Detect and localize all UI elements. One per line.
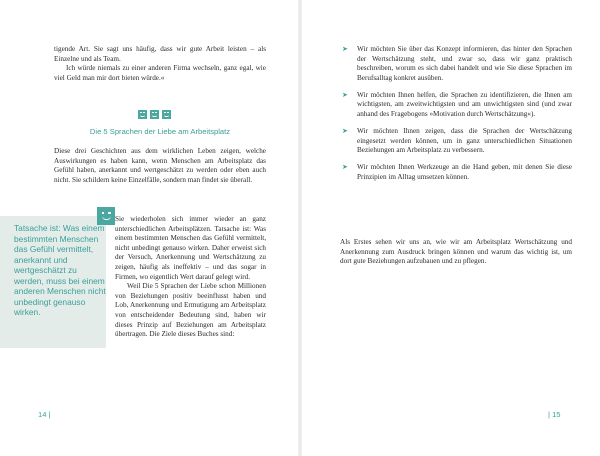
paragraph: tigende Art. Sie sagt uns häufig, dass wir gute Arbeit leisten – als Einzelne und als Team. [54, 45, 266, 63]
list-item [340, 91, 572, 120]
paragraph: Weil Die 5 Sprachen der Liebe schon Millionen von Beziehungen positiv beeinflusst haben und Lob, Anerkennung und Ermutigung am Arbeitsplatz von entscheidender Bedeutung sind, haben wir dieses Prinzip auf Beziehungen am Arbeitsplatz übertragen. Die Ziele dieses Buches sind: [115, 282, 266, 339]
paragraph: Ich würde niemals zu einer anderen Firma wechseln, ganz egal, wie viel Geld man mir dort bieten würde.« [54, 64, 266, 82]
page-number-left: 14 | [38, 410, 51, 419]
callout-text: Tatsache ist: Was einem bestimmten Menschen das Gefühl vermittelt, anerkannt und wertgeschätzt zu werden, muss bei einem anderen Menschen nicht unbedingt genauso wirken. [14, 223, 106, 317]
column-text [115, 215, 266, 340]
list-item [340, 127, 572, 156]
section-title: Die 5 Sprachen der Liebe am Arbeitsplatz [89, 127, 231, 136]
paragraph: Als Erstes sehen wir uns an, wie wir am Arbeitsplatz Wertschätzung und Anerkennung zum Ausdruck bringen können und warum das wichtig ist, um dort gute Beziehungen aufzubauen und zu pflegen. [340, 238, 572, 266]
list-item-text: Wir möchten Ihnen zeigen, dass die Sprachen der Wertschätzung eingesetzt werden können, um in ganz unterschiedlichen Situationen Beziehungen am Arbeitsplatz zu verbessern. [357, 126, 572, 155]
section-ornament [138, 110, 171, 119]
arrow-right-icon: ➤ [342, 45, 348, 53]
arrow-right-icon: ➤ [342, 163, 348, 172]
arrow-right-icon: ➤ [342, 90, 348, 99]
intro-paragraph [54, 147, 266, 185]
left-top-text [54, 45, 266, 83]
list-item [340, 163, 572, 182]
arrow-right-icon: ➤ [342, 126, 348, 135]
goals-list [340, 45, 572, 190]
right-page [302, 0, 600, 456]
paragraph: Diese drei Geschichten aus dem wirklichen Leben zeigen, welche Auswirkungen es haben kann, wenn Menschen am Arbeitsplatz das Gefühl haben, anerkannt und wertgeschätzt zu werden oder eben auch nicht. Sie schildern keine Einzelfälle, sondern man findet sie überall. [54, 147, 266, 184]
smiley-icon [150, 110, 159, 119]
page-number-right: | 15 [548, 410, 561, 419]
list-item-text: Wir möchten Ihnen helfen, die Sprachen zu identifizieren, die Ihnen am wichtigsten, am zweitwichtigsten und am unwichtigsten sind (und zwar anhand des Fragebogens »Motivation durch Wertschätzung«). [357, 90, 572, 118]
smiley-icon [138, 110, 147, 119]
list-item [340, 45, 572, 83]
smiley-icon [162, 110, 171, 119]
list-item-text: Wir möchten Sie über das Konzept informieren, das hinter den Sprachen der Wertschätzung steht, und zwar so, dass wir ganz praktisch beschreiben, worum es sich dabei handelt und wie Sie diese Sprachen im Berufsalltag konkret ausüben. [357, 45, 572, 82]
closing-paragraph [340, 238, 572, 267]
left-page [0, 0, 298, 456]
list-item-text: Wir möchten Ihnen Werkzeuge an die Hand geben, mit denen Sie diese Prinzipien im Alltag umsetzen können. [357, 163, 572, 181]
paragraph: Sie wiederholen sich immer wieder an ganz unterschiedlichen Arbeitsplätzen. Tatsache ist: Was einem bestimmten Menschen das Gefühl vermittelt, nicht unbedingt genauso wirken. Daher erweist sich der Versuch, Anerkennung und Wertschätzung zu zeigen, häufig als ineffektiv – und das sogar in Firmen, wo eigentlich Wert darauf gelegt wird. [115, 215, 266, 281]
